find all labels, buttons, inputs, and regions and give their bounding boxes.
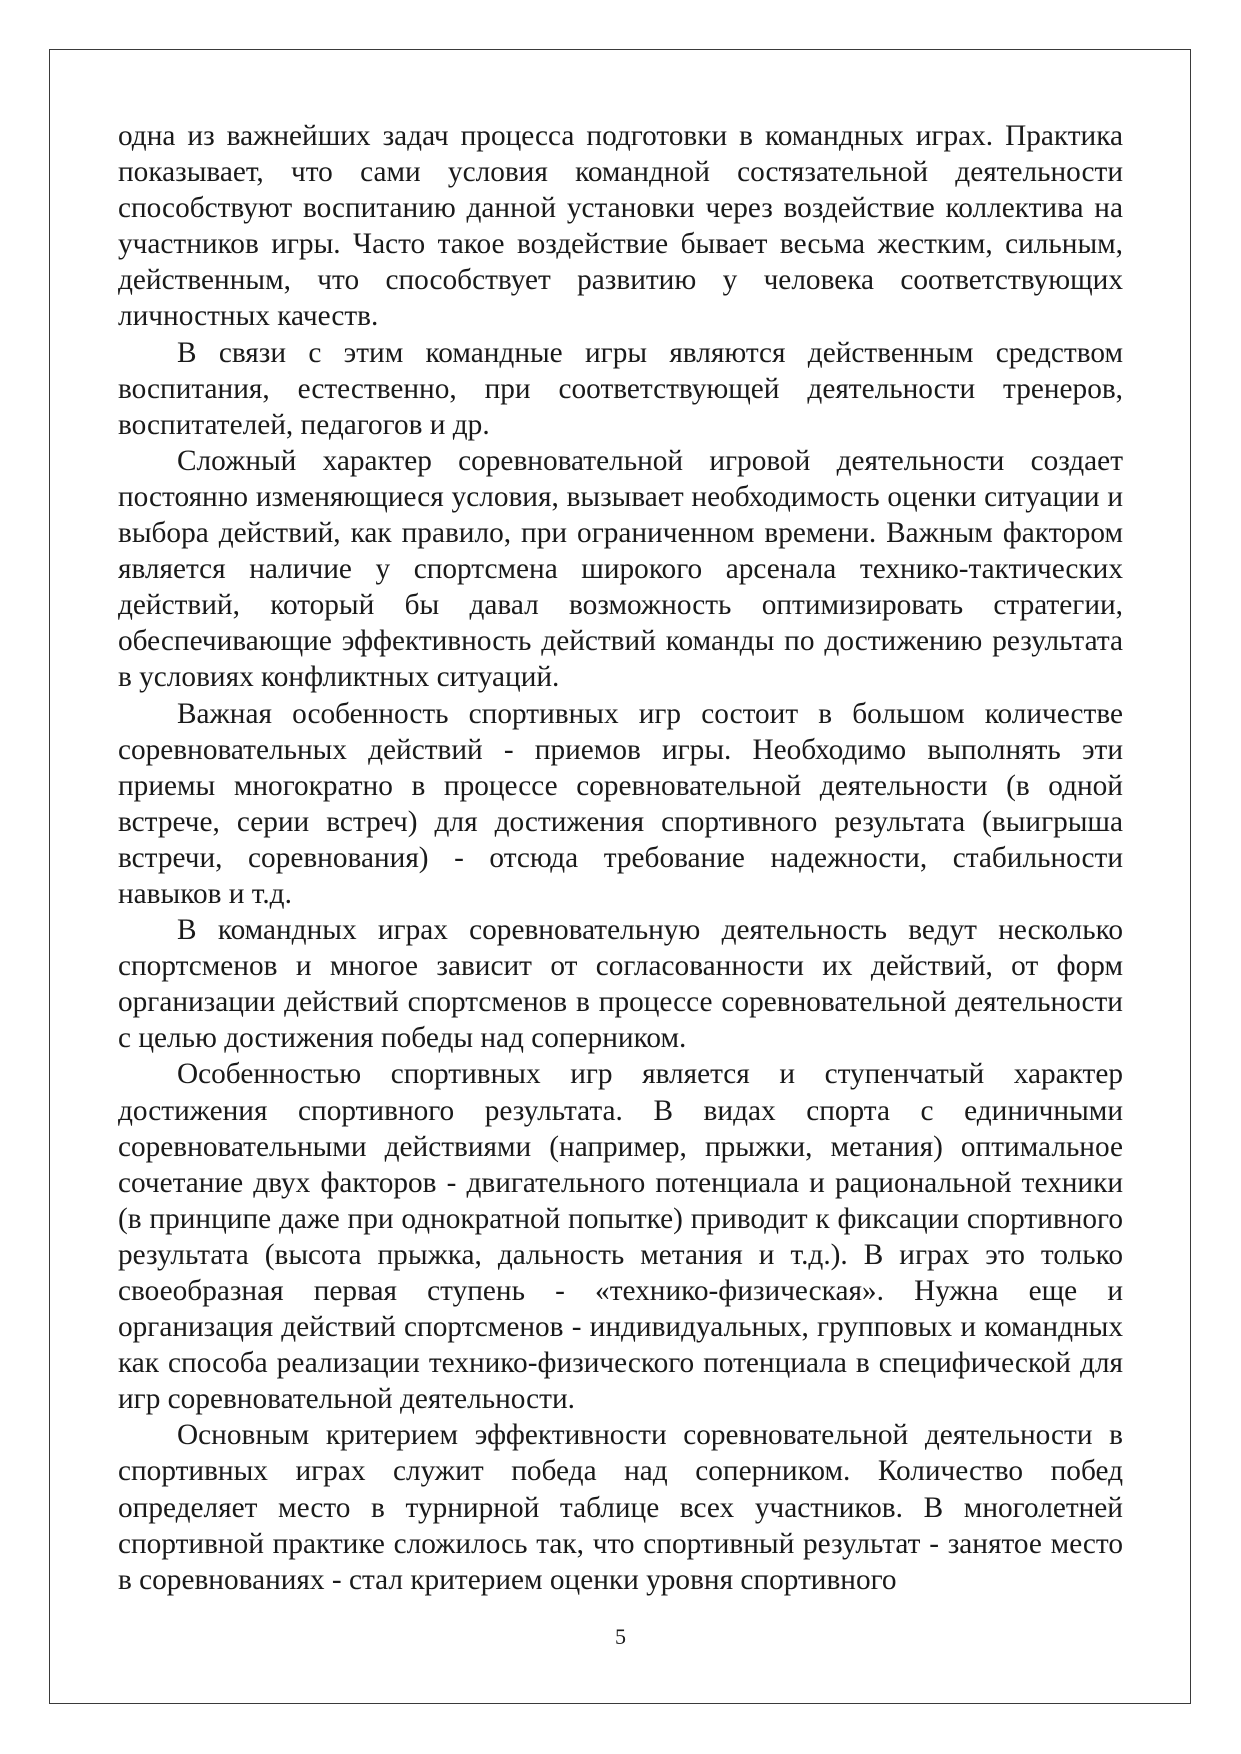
paragraph-continuation: одна из важнейших задач процесса подготовки в командных играх. Практика показывает, что сами условия командной состязательной деятельности способствуют воспитанию данной установки через воздействие коллектива на участников игры. Часто такое воздействие бывает весьма жестким, сильным, действенным, что способствует развитию у человека соответствующих личностных качеств. [118, 120, 1123, 333]
paragraph: Основным критерием эффективности соревновательной деятельности в спортивных играх служит победа над соперником. Количество побед определяет место в турнирной таблице всех участников. В многолетней спортивной практике сложилось так, что спортивный результат - занятое место в соревнованиях - стал критерием оценки уровня спортивного [118, 1419, 1123, 1596]
paragraph: Важная особенность спортивных игр состоит в большом количестве соревновательных действий - приемов игры. Необходимо выполнять эти приемы многократно в процессе соревновательной деятельности (в одной встрече, серии встреч) для достижения спортивного результата (выигрыша встречи, соревнования) - отсюда требование надежности, стабильности навыков и т.д. [118, 697, 1123, 910]
paragraph: Особенностью спортивных игр является и ступенчатый характер достижения спортивного результата. В видах спорта с единичными соревновательными действиями (например, прыжки, метания) оптимальное сочетание двух факторов - двигательного потенциала и рациональной техники (в принципе даже при однократной попытке) приводит к фиксации спортивного результата (высота прыжка, дальность метания и т.д.). В играх это только своеобразная первая ступень - «технико-физическая». Нужна еще и организация действий спортсменов - индивидуальных, групповых и командных как способа реализации технико-физического потенциала в специфической для игр соревновательной деятельности. [118, 1058, 1123, 1416]
paragraph: В связи с этим командные игры являются действенным средством воспитания, естественно, при соответствующей деятельности тренеров, воспитателей, педагогов и др. [118, 336, 1123, 441]
paragraph: Сложный характер соревновательной игровой деятельности создает постоянно изменяющиеся условия, вызывает необходимость оценки ситуации и выбора действий, как правило, при ограниченном времени. Важным фактором является наличие у спортсмена широкого арсенала технико-тактических действий, который бы давал возможность оптимизировать стратегии, обеспечивающие эффективность действий команды по достижению результата в условиях конфликтных ситуаций. [118, 444, 1123, 694]
paragraph: В командных играх соревновательную деятельность ведут несколько спортсменов и многое зависит от согласованности их действий, от форм организации действий спортсменов в процессе соревновательной деятельности с целью достижения победы над соперником. [118, 914, 1123, 1055]
document-body [118, 118, 1123, 1598]
page-number: 5 [615, 1624, 626, 1649]
